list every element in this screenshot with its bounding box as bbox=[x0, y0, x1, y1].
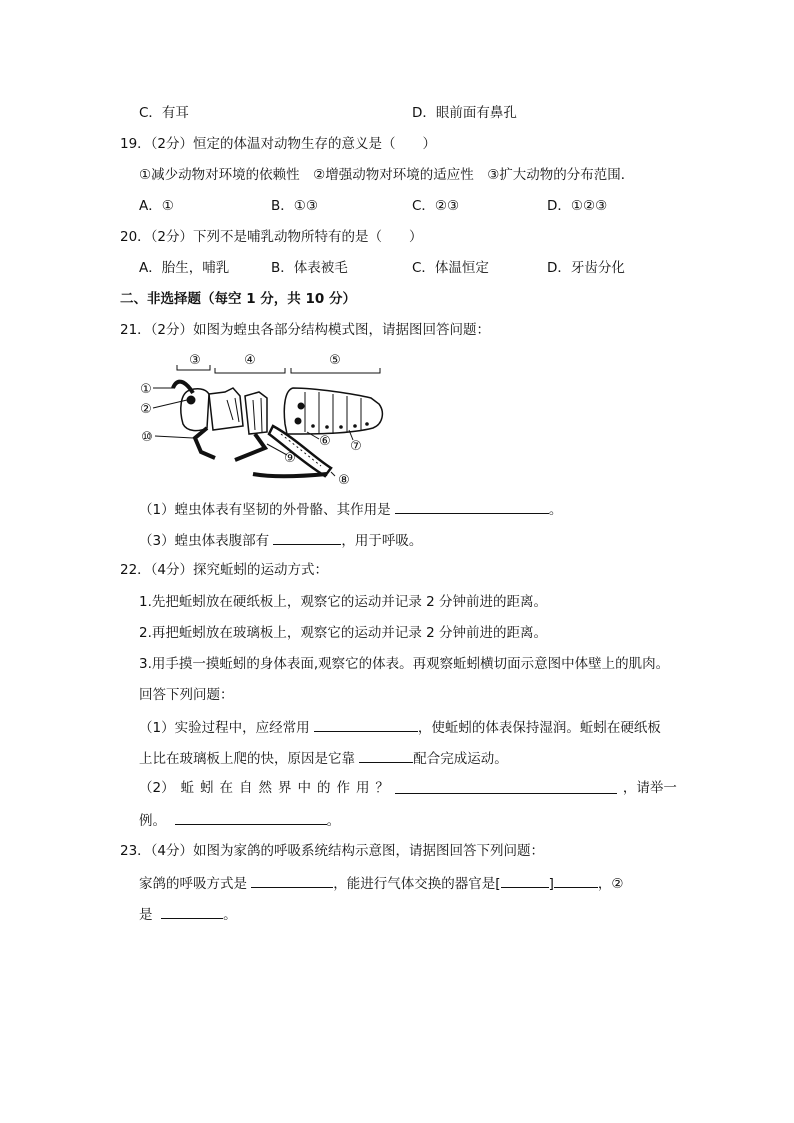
q22-stem: 22．（4分）探究蚯蚓的运动方式： bbox=[120, 562, 329, 578]
q20-stem: 20．（2分）下列不是哺乳动物所特有的是（ ） bbox=[120, 229, 423, 245]
q20-option-d: D．牙齿分化 bbox=[547, 260, 625, 276]
label-4: ④ bbox=[244, 353, 256, 368]
q21-sub3: （3）蝗虫体表腹部有 ，用于呼吸。 bbox=[139, 530, 422, 550]
answer-blank[interactable] bbox=[554, 873, 598, 888]
label-1: ① bbox=[140, 382, 152, 397]
label-6: ⑥ bbox=[319, 434, 331, 449]
section-heading: 二、非选择题（每空 1 分，共 10 分） bbox=[120, 291, 356, 307]
q23-line1: 家鸽的呼吸方式是 ，能进行气体交换的器官是[ ] ，② bbox=[139, 873, 623, 893]
label-8: ⑧ bbox=[338, 473, 350, 488]
answer-blank[interactable] bbox=[161, 904, 223, 919]
label-10: ⑩ bbox=[141, 430, 153, 445]
answer-blank[interactable] bbox=[175, 810, 327, 825]
label-5: ⑤ bbox=[329, 353, 341, 368]
label-3: ③ bbox=[189, 353, 201, 368]
answer-blank[interactable] bbox=[395, 499, 549, 514]
answer-blank[interactable] bbox=[314, 717, 418, 732]
q21-stem: 21．（2分）如图为蝗虫各部分结构模式图，请据图回答问题： bbox=[120, 322, 491, 338]
q19-statements: ①减少动物对环境的依赖性 ②增强动物对环境的适应性 ③扩大动物的分布范围． bbox=[139, 167, 635, 183]
q22-sub2-line1: （2） 蚯 蚓 在 自 然 界 中 的 作 用 ？ ，请举一 bbox=[139, 780, 677, 796]
q23-line2: 是 。 bbox=[139, 904, 237, 924]
q20-option-c: C．体温恒定 bbox=[412, 260, 489, 276]
q20-option-b: B．体表被毛 bbox=[271, 260, 348, 276]
answer-blank[interactable] bbox=[273, 530, 341, 545]
q20-option-a: A．胎生，哺乳 bbox=[139, 260, 230, 276]
answer-blank[interactable] bbox=[251, 873, 333, 888]
label-2: ② bbox=[140, 402, 152, 417]
grasshopper-diagram bbox=[135, 348, 395, 488]
q19-option-a: A．① bbox=[139, 198, 174, 214]
q22-sub1-line2: 上比在玻璃板上爬的快，原因是它靠 配合完成运动。 bbox=[139, 748, 508, 768]
label-7: ⑦ bbox=[350, 439, 362, 454]
q19-option-d: D．①②③ bbox=[547, 198, 608, 214]
q19-option-c: C．②③ bbox=[412, 198, 460, 214]
q18-option-c: C．有耳 bbox=[139, 105, 189, 121]
q22-sub1-line1: （1）实验过程中，应经常用 ，使蚯蚓的体表保持湿润。蚯蚓在硬纸板 bbox=[139, 717, 661, 737]
answer-blank[interactable] bbox=[501, 873, 549, 888]
answer-blank[interactable] bbox=[395, 779, 617, 794]
q21-sub1: （1）蝗虫体表有坚韧的外骨骼、其作用是 。 bbox=[139, 499, 562, 519]
label-9: ⑨ bbox=[284, 451, 296, 466]
q19-option-b: B．①③ bbox=[271, 198, 318, 214]
q22-prompt: 回答下列问题： bbox=[139, 687, 234, 703]
q22-step1: 1.先把蚯蚓放在硬纸板上，观察它的运动并记录 2 分钟前进的距离。 bbox=[139, 594, 548, 610]
answer-blank[interactable] bbox=[359, 748, 413, 763]
q19-stem: 19．（2分）恒定的体温对动物生存的意义是（ ） bbox=[120, 136, 437, 152]
q22-step2: 2.再把蚯蚓放在玻璃板上，观察它的运动并记录 2 分钟前进的距离。 bbox=[139, 625, 548, 641]
q23-stem: 23．（4分）如图为家鸽的呼吸系统结构示意图，请据图回答下列问题： bbox=[120, 843, 545, 859]
q18-option-d: D．眼前面有鼻孔 bbox=[412, 105, 517, 121]
q22-step3: 3.用手摸一摸蚯蚓的身体表面,观察它的体表。再观察蚯蚓横切面示意图中体壁上的肌肉。 bbox=[139, 656, 670, 672]
q22-sub2-line2: 例。 。 bbox=[139, 810, 340, 830]
